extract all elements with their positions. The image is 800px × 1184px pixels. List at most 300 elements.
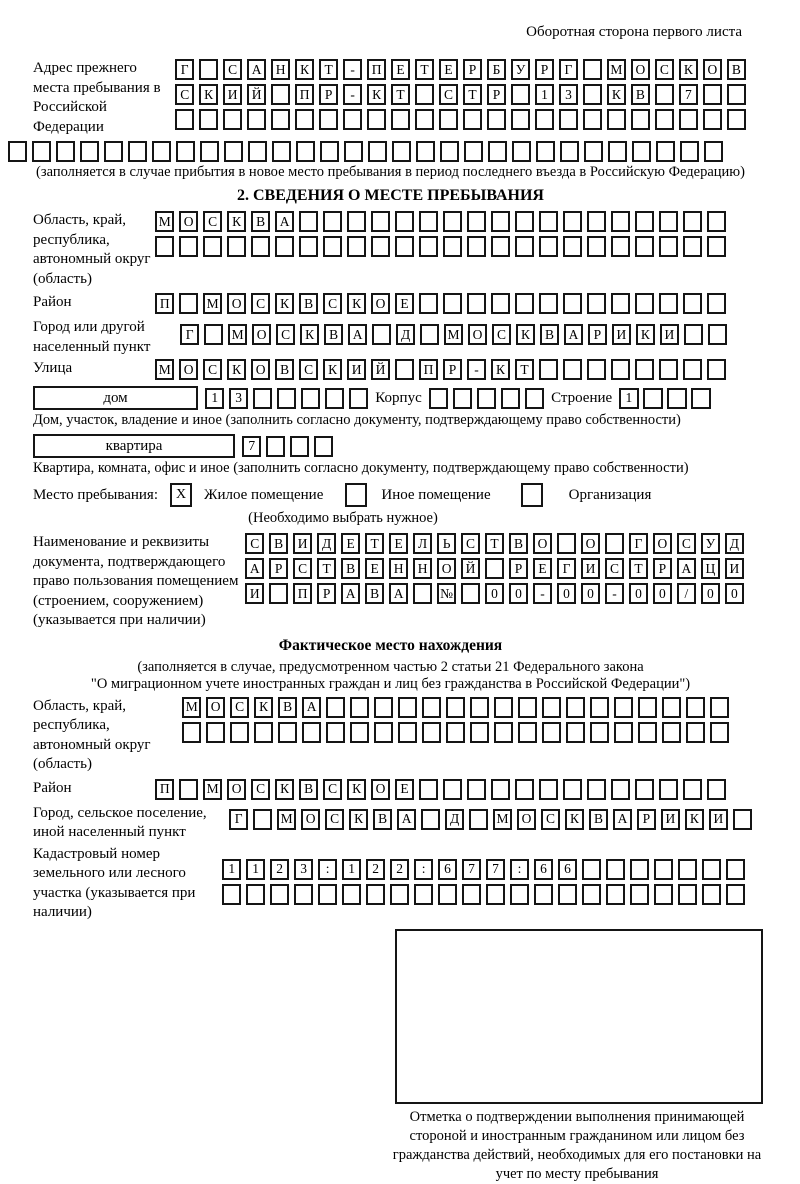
char-cell[interactable]: О xyxy=(468,324,487,345)
char-cell[interactable] xyxy=(374,722,393,743)
char-cell[interactable]: С xyxy=(203,211,222,232)
char-cell[interactable]: О xyxy=(653,533,672,554)
char-cell[interactable]: 0 xyxy=(629,583,648,604)
char-cell[interactable]: Р xyxy=(637,809,656,830)
char-cell[interactable] xyxy=(419,236,438,257)
char-cell[interactable] xyxy=(374,697,393,718)
char-cell[interactable] xyxy=(662,722,681,743)
char-cell[interactable]: Е xyxy=(439,59,458,80)
char-cell[interactable] xyxy=(539,293,558,314)
char-cell[interactable] xyxy=(535,109,554,130)
char-cell[interactable] xyxy=(467,236,486,257)
char-cell[interactable] xyxy=(691,388,710,409)
char-cell[interactable]: С xyxy=(175,84,194,105)
char-cell[interactable] xyxy=(443,293,462,314)
char-cell[interactable]: М xyxy=(228,324,247,345)
char-cell[interactable] xyxy=(559,109,578,130)
char-cell[interactable] xyxy=(491,211,510,232)
char-cell[interactable] xyxy=(416,141,435,162)
char-cell[interactable]: / xyxy=(677,583,696,604)
char-cell[interactable]: К xyxy=(300,324,319,345)
char-cell[interactable] xyxy=(319,109,338,130)
char-cell[interactable] xyxy=(638,722,657,743)
char-cell[interactable]: 0 xyxy=(653,583,672,604)
char-cell[interactable]: И xyxy=(347,359,366,380)
char-cell[interactable]: О xyxy=(533,533,552,554)
char-cell[interactable]: А xyxy=(302,697,321,718)
char-cell[interactable] xyxy=(56,141,75,162)
char-cell[interactable]: Р xyxy=(509,558,528,579)
char-cell[interactable] xyxy=(439,109,458,130)
char-cell[interactable]: Й xyxy=(461,558,480,579)
char-cell[interactable] xyxy=(614,697,633,718)
char-cell[interactable]: С xyxy=(299,359,318,380)
char-cell[interactable] xyxy=(443,779,462,800)
char-cell[interactable]: А xyxy=(564,324,583,345)
char-cell[interactable] xyxy=(605,533,624,554)
char-cell[interactable] xyxy=(683,211,702,232)
char-cell[interactable]: 1 xyxy=(342,859,361,880)
char-cell[interactable]: 6 xyxy=(438,859,457,880)
char-cell[interactable] xyxy=(726,859,745,880)
char-cell[interactable]: С xyxy=(323,779,342,800)
char-cell[interactable] xyxy=(631,109,650,130)
char-cell[interactable] xyxy=(296,141,315,162)
char-cell[interactable]: А xyxy=(613,809,632,830)
char-cell[interactable]: К xyxy=(607,84,626,105)
char-cell[interactable]: 2 xyxy=(366,859,385,880)
char-cell[interactable] xyxy=(635,211,654,232)
char-cell[interactable]: О xyxy=(301,809,320,830)
char-cell[interactable] xyxy=(659,211,678,232)
char-cell[interactable] xyxy=(539,236,558,257)
char-cell[interactable] xyxy=(301,388,320,409)
char-cell[interactable] xyxy=(643,388,662,409)
char-cell[interactable]: К xyxy=(227,359,246,380)
char-cell[interactable] xyxy=(525,388,544,409)
char-cell[interactable]: Н xyxy=(271,59,290,80)
char-cell[interactable]: - xyxy=(605,583,624,604)
char-cell[interactable]: О xyxy=(252,324,271,345)
char-cell[interactable]: С xyxy=(251,779,270,800)
char-cell[interactable] xyxy=(563,236,582,257)
char-cell[interactable] xyxy=(230,722,249,743)
char-cell[interactable]: Р xyxy=(317,583,336,604)
char-cell[interactable]: М xyxy=(444,324,463,345)
char-cell[interactable]: 1 xyxy=(222,859,241,880)
char-cell[interactable] xyxy=(200,141,219,162)
char-cell[interactable]: 0 xyxy=(509,583,528,604)
char-cell[interactable]: 6 xyxy=(558,859,577,880)
char-cell[interactable]: 3 xyxy=(559,84,578,105)
char-cell[interactable] xyxy=(392,141,411,162)
char-cell[interactable]: К xyxy=(367,84,386,105)
char-cell[interactable]: Е xyxy=(391,59,410,80)
char-cell[interactable] xyxy=(398,722,417,743)
char-cell[interactable] xyxy=(563,779,582,800)
char-cell[interactable] xyxy=(247,109,266,130)
char-cell[interactable] xyxy=(655,84,674,105)
char-cell[interactable]: Й xyxy=(371,359,390,380)
char-cell[interactable] xyxy=(584,141,603,162)
char-cell[interactable] xyxy=(534,884,553,905)
char-cell[interactable] xyxy=(350,722,369,743)
char-cell[interactable]: № xyxy=(437,583,456,604)
char-cell[interactable] xyxy=(342,884,361,905)
char-cell[interactable] xyxy=(607,109,626,130)
char-cell[interactable] xyxy=(463,109,482,130)
char-cell[interactable] xyxy=(515,779,534,800)
char-cell[interactable] xyxy=(227,236,246,257)
char-cell[interactable]: Д xyxy=(445,809,464,830)
char-cell[interactable]: П xyxy=(419,359,438,380)
char-cell[interactable] xyxy=(590,697,609,718)
char-cell[interactable]: О xyxy=(631,59,650,80)
char-cell[interactable] xyxy=(542,697,561,718)
char-cell[interactable]: И xyxy=(612,324,631,345)
char-cell[interactable]: Г xyxy=(180,324,199,345)
char-cell[interactable]: А xyxy=(397,809,416,830)
char-cell[interactable] xyxy=(80,141,99,162)
char-cell[interactable]: Р xyxy=(535,59,554,80)
char-cell[interactable] xyxy=(272,141,291,162)
char-cell[interactable] xyxy=(608,141,627,162)
char-cell[interactable]: - xyxy=(467,359,486,380)
char-cell[interactable] xyxy=(539,359,558,380)
char-cell[interactable] xyxy=(491,779,510,800)
char-cell[interactable] xyxy=(635,236,654,257)
char-cell[interactable] xyxy=(515,236,534,257)
char-cell[interactable]: Ь xyxy=(437,533,456,554)
char-cell[interactable] xyxy=(583,109,602,130)
char-cell[interactable] xyxy=(494,722,513,743)
char-cell[interactable]: : xyxy=(510,859,529,880)
char-cell[interactable] xyxy=(443,236,462,257)
char-cell[interactable] xyxy=(8,141,27,162)
char-cell[interactable] xyxy=(678,859,697,880)
char-cell[interactable] xyxy=(469,809,488,830)
char-cell[interactable] xyxy=(275,236,294,257)
char-cell[interactable]: Р xyxy=(487,84,506,105)
char-cell[interactable] xyxy=(560,141,579,162)
char-cell[interactable]: : xyxy=(414,859,433,880)
char-cell[interactable] xyxy=(655,109,674,130)
char-cell[interactable]: Т xyxy=(485,533,504,554)
char-cell[interactable] xyxy=(453,388,472,409)
char-cell[interactable] xyxy=(491,293,510,314)
char-cell[interactable]: 1 xyxy=(535,84,554,105)
char-cell[interactable]: К xyxy=(275,779,294,800)
char-cell[interactable]: В xyxy=(589,809,608,830)
char-cell[interactable] xyxy=(446,722,465,743)
char-cell[interactable] xyxy=(253,388,272,409)
char-cell[interactable]: В xyxy=(631,84,650,105)
char-cell[interactable]: Р xyxy=(269,558,288,579)
char-cell[interactable]: А xyxy=(341,583,360,604)
char-cell[interactable]: Т xyxy=(463,84,482,105)
char-cell[interactable] xyxy=(323,211,342,232)
char-cell[interactable] xyxy=(104,141,123,162)
char-cell[interactable] xyxy=(659,293,678,314)
char-cell[interactable] xyxy=(494,697,513,718)
char-cell[interactable]: С xyxy=(203,359,222,380)
char-cell[interactable]: В xyxy=(299,779,318,800)
char-cell[interactable] xyxy=(707,211,726,232)
char-cell[interactable]: 0 xyxy=(581,583,600,604)
char-cell[interactable] xyxy=(278,722,297,743)
char-cell[interactable] xyxy=(727,109,746,130)
char-cell[interactable] xyxy=(563,293,582,314)
char-cell[interactable] xyxy=(583,59,602,80)
char-cell[interactable] xyxy=(704,141,723,162)
char-cell[interactable]: 0 xyxy=(557,583,576,604)
char-cell[interactable] xyxy=(415,109,434,130)
char-cell[interactable]: О xyxy=(437,558,456,579)
dom-box[interactable]: дом xyxy=(33,386,198,410)
char-cell[interactable] xyxy=(371,236,390,257)
char-cell[interactable]: К xyxy=(347,779,366,800)
char-cell[interactable] xyxy=(590,722,609,743)
char-cell[interactable] xyxy=(422,722,441,743)
char-cell[interactable] xyxy=(678,884,697,905)
char-cell[interactable]: 3 xyxy=(294,859,313,880)
char-cell[interactable] xyxy=(175,109,194,130)
char-cell[interactable] xyxy=(726,884,745,905)
char-cell[interactable]: 0 xyxy=(701,583,720,604)
char-cell[interactable] xyxy=(611,779,630,800)
char-cell[interactable] xyxy=(635,293,654,314)
char-cell[interactable]: 7 xyxy=(462,859,481,880)
char-cell[interactable]: В xyxy=(341,558,360,579)
char-cell[interactable] xyxy=(563,359,582,380)
char-cell[interactable]: Р xyxy=(463,59,482,80)
char-cell[interactable] xyxy=(566,722,585,743)
char-cell[interactable] xyxy=(485,558,504,579)
char-cell[interactable] xyxy=(299,211,318,232)
char-cell[interactable] xyxy=(630,884,649,905)
char-cell[interactable] xyxy=(667,388,686,409)
char-cell[interactable]: А xyxy=(389,583,408,604)
char-cell[interactable] xyxy=(491,236,510,257)
char-cell[interactable] xyxy=(368,141,387,162)
char-cell[interactable]: К xyxy=(227,211,246,232)
char-cell[interactable]: 3 xyxy=(229,388,248,409)
char-cell[interactable] xyxy=(470,697,489,718)
char-cell[interactable]: М xyxy=(203,779,222,800)
char-cell[interactable] xyxy=(587,359,606,380)
char-cell[interactable] xyxy=(323,236,342,257)
char-cell[interactable] xyxy=(659,779,678,800)
char-cell[interactable]: М xyxy=(155,359,174,380)
char-cell[interactable]: К xyxy=(636,324,655,345)
char-cell[interactable] xyxy=(654,859,673,880)
char-cell[interactable] xyxy=(224,141,243,162)
char-cell[interactable] xyxy=(271,84,290,105)
char-cell[interactable] xyxy=(320,141,339,162)
char-cell[interactable] xyxy=(518,722,537,743)
char-cell[interactable] xyxy=(443,211,462,232)
char-cell[interactable] xyxy=(510,884,529,905)
char-cell[interactable]: У xyxy=(701,533,720,554)
char-cell[interactable]: Е xyxy=(341,533,360,554)
char-cell[interactable]: И xyxy=(660,324,679,345)
char-cell[interactable] xyxy=(566,697,585,718)
char-cell[interactable]: С xyxy=(492,324,511,345)
char-cell[interactable]: С xyxy=(439,84,458,105)
char-cell[interactable]: М xyxy=(182,697,201,718)
char-cell[interactable]: Е xyxy=(395,779,414,800)
char-cell[interactable]: О xyxy=(179,211,198,232)
char-cell[interactable] xyxy=(606,859,625,880)
char-cell[interactable] xyxy=(253,809,272,830)
char-cell[interactable] xyxy=(583,84,602,105)
char-cell[interactable] xyxy=(680,141,699,162)
char-cell[interactable]: Л xyxy=(413,533,432,554)
char-cell[interactable] xyxy=(515,293,534,314)
char-cell[interactable]: С xyxy=(251,293,270,314)
char-cell[interactable] xyxy=(733,809,752,830)
char-cell[interactable]: П xyxy=(155,779,174,800)
char-cell[interactable]: 2 xyxy=(390,859,409,880)
char-cell[interactable] xyxy=(710,697,729,718)
char-cell[interactable]: Г xyxy=(229,809,248,830)
char-cell[interactable]: И xyxy=(661,809,680,830)
char-cell[interactable]: К xyxy=(199,84,218,105)
char-cell[interactable] xyxy=(679,109,698,130)
char-cell[interactable] xyxy=(419,293,438,314)
char-cell[interactable] xyxy=(539,779,558,800)
char-cell[interactable] xyxy=(686,722,705,743)
residence-checkbox-org[interactable] xyxy=(521,483,543,507)
char-cell[interactable] xyxy=(477,388,496,409)
char-cell[interactable] xyxy=(539,211,558,232)
char-cell[interactable] xyxy=(656,141,675,162)
char-cell[interactable] xyxy=(702,859,721,880)
char-cell[interactable]: М xyxy=(277,809,296,830)
char-cell[interactable] xyxy=(686,697,705,718)
char-cell[interactable]: Е xyxy=(395,293,414,314)
char-cell[interactable] xyxy=(176,141,195,162)
char-cell[interactable]: - xyxy=(343,59,362,80)
char-cell[interactable]: С xyxy=(605,558,624,579)
char-cell[interactable] xyxy=(32,141,51,162)
char-cell[interactable] xyxy=(654,884,673,905)
char-cell[interactable] xyxy=(515,211,534,232)
char-cell[interactable] xyxy=(536,141,555,162)
char-cell[interactable]: Ц xyxy=(701,558,720,579)
char-cell[interactable]: К xyxy=(679,59,698,80)
char-cell[interactable]: В xyxy=(275,359,294,380)
char-cell[interactable] xyxy=(248,141,267,162)
char-cell[interactable] xyxy=(707,779,726,800)
char-cell[interactable] xyxy=(314,436,333,457)
char-cell[interactable]: Й xyxy=(247,84,266,105)
kvartira-box[interactable]: квартира xyxy=(33,434,235,458)
char-cell[interactable]: В xyxy=(251,211,270,232)
char-cell[interactable] xyxy=(419,779,438,800)
char-cell[interactable]: С xyxy=(541,809,560,830)
char-cell[interactable]: - xyxy=(533,583,552,604)
char-cell[interactable]: С xyxy=(223,59,242,80)
char-cell[interactable]: Б xyxy=(487,59,506,80)
char-cell[interactable] xyxy=(440,141,459,162)
char-cell[interactable]: Е xyxy=(365,558,384,579)
char-cell[interactable] xyxy=(635,779,654,800)
char-cell[interactable] xyxy=(563,211,582,232)
char-cell[interactable] xyxy=(638,697,657,718)
char-cell[interactable]: Д xyxy=(317,533,336,554)
char-cell[interactable]: К xyxy=(275,293,294,314)
char-cell[interactable]: И xyxy=(245,583,264,604)
char-cell[interactable] xyxy=(611,236,630,257)
char-cell[interactable] xyxy=(710,722,729,743)
char-cell[interactable]: Т xyxy=(365,533,384,554)
char-cell[interactable] xyxy=(611,293,630,314)
char-cell[interactable] xyxy=(350,697,369,718)
char-cell[interactable] xyxy=(487,109,506,130)
char-cell[interactable]: К xyxy=(491,359,510,380)
char-cell[interactable] xyxy=(518,697,537,718)
char-cell[interactable] xyxy=(204,324,223,345)
char-cell[interactable] xyxy=(155,236,174,257)
char-cell[interactable]: Д xyxy=(725,533,744,554)
char-cell[interactable] xyxy=(464,141,483,162)
char-cell[interactable] xyxy=(707,293,726,314)
char-cell[interactable] xyxy=(501,388,520,409)
char-cell[interactable] xyxy=(542,722,561,743)
char-cell[interactable]: П xyxy=(295,84,314,105)
char-cell[interactable]: Г xyxy=(557,558,576,579)
char-cell[interactable] xyxy=(302,722,321,743)
char-cell[interactable] xyxy=(727,84,746,105)
char-cell[interactable] xyxy=(467,779,486,800)
char-cell[interactable]: В xyxy=(324,324,343,345)
char-cell[interactable] xyxy=(462,884,481,905)
char-cell[interactable] xyxy=(511,84,530,105)
char-cell[interactable] xyxy=(422,697,441,718)
char-cell[interactable]: С xyxy=(323,293,342,314)
char-cell[interactable] xyxy=(683,779,702,800)
char-cell[interactable]: К xyxy=(516,324,535,345)
char-cell[interactable] xyxy=(415,84,434,105)
char-cell[interactable]: И xyxy=(709,809,728,830)
char-cell[interactable] xyxy=(223,109,242,130)
char-cell[interactable]: А xyxy=(677,558,696,579)
char-cell[interactable] xyxy=(395,236,414,257)
char-cell[interactable]: 0 xyxy=(485,583,504,604)
char-cell[interactable] xyxy=(199,109,218,130)
char-cell[interactable]: П xyxy=(155,293,174,314)
char-cell[interactable]: - xyxy=(343,84,362,105)
char-cell[interactable]: В xyxy=(540,324,559,345)
char-cell[interactable] xyxy=(512,141,531,162)
char-cell[interactable] xyxy=(371,211,390,232)
char-cell[interactable] xyxy=(372,324,391,345)
char-cell[interactable]: Р xyxy=(588,324,607,345)
char-cell[interactable]: Р xyxy=(443,359,462,380)
char-cell[interactable]: Т xyxy=(391,84,410,105)
residence-checkbox-inoe[interactable] xyxy=(345,483,367,507)
char-cell[interactable] xyxy=(707,236,726,257)
char-cell[interactable] xyxy=(438,884,457,905)
char-cell[interactable]: Т xyxy=(317,558,336,579)
char-cell[interactable]: Н xyxy=(413,558,432,579)
char-cell[interactable]: 7 xyxy=(679,84,698,105)
char-cell[interactable] xyxy=(414,884,433,905)
char-cell[interactable] xyxy=(611,211,630,232)
char-cell[interactable] xyxy=(557,533,576,554)
char-cell[interactable] xyxy=(662,697,681,718)
